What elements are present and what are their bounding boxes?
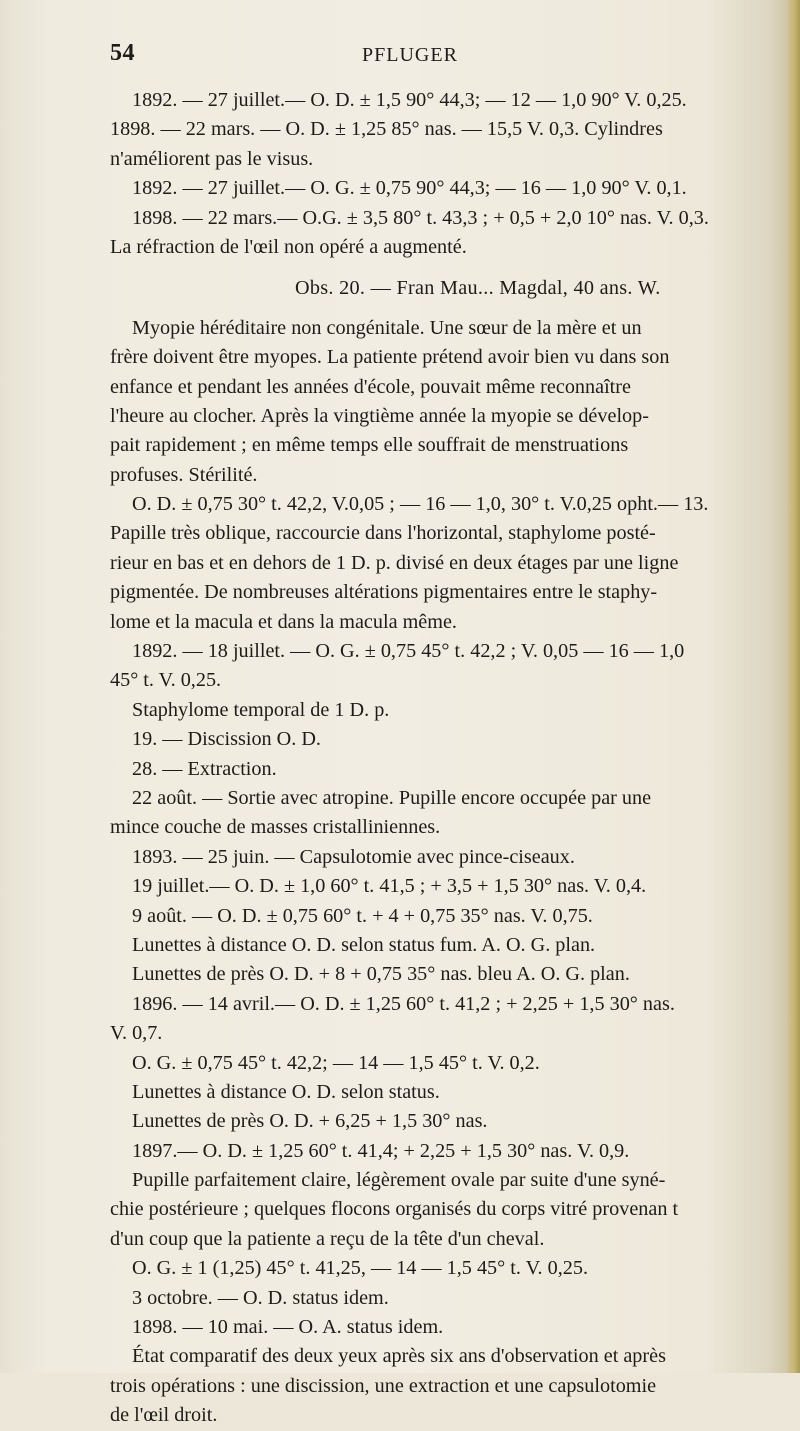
text-line: État comparatif des deux yeux après six ans d'observation et après — [132, 1345, 666, 1368]
text-line: O. G. ± 0,75 45° t. 42,2; — 14 — 1,5 45° t. V. 0,2. — [132, 1051, 540, 1074]
text-line: 1896. — 14 avril.— O. D. ± 1,25 60° t. 41,2 ; + 2,25 + 1,5 30° nas. — [132, 992, 675, 1015]
text-line: Lunettes à distance O. D. selon status. — [132, 1080, 440, 1103]
text-line: 1897.— O. D. ± 1,25 60° t. 41,4; + 2,25 + 1,5 30° nas. V. 0,9. — [132, 1139, 630, 1162]
text-line: enfance et pendant les années d'école, pouvait même reconnaître — [110, 375, 631, 398]
text-line: 19 juillet.— O. D. ± 1,0 60° t. 41,5 ; + 3,5 + 1,5 30° nas. V. 0,4. — [132, 875, 647, 898]
text-line: 1893. — 25 juin. — Capsulotomie avec pince-ciseaux. — [132, 845, 575, 868]
text-line: chie postérieure ; quelques flocons organisés du corps vitré provenan t — [110, 1198, 679, 1221]
text-line: O. G. ± 1 (1,25) 45° t. 41,25, — 14 — 1,5 45° t. V. 0,25. — [132, 1257, 589, 1280]
text-line: Myopie héréditaire non congénitale. Une sœur de la mère et un — [132, 316, 642, 339]
text-line: pigmentée. De nombreuses altérations pigmentaires entre le staphy- — [110, 581, 658, 604]
text-line: rieur en bas et en dehors de 1 D. p. divisé en deux étages par une ligne — [110, 551, 679, 574]
observation-heading: Obs. 20. — Fran Mau... Magdal, 40 ans. W. — [295, 277, 661, 300]
text-line: O. D. ± 0,75 30° t. 42,2, V.0,05 ; — 16 — 1,0, 30° t. V.0,25 opht.— 13. — [132, 493, 709, 516]
text-line: 45° t. V. 0,25. — [110, 669, 222, 692]
text-line: profuses. Stérilité. — [110, 463, 258, 486]
text-line: 1892. — 18 juillet. — O. G. ± 0,75 45° t. 42,2 ; V. 0,05 — 16 — 1,0 — [132, 640, 685, 663]
text-line: mince couche de masses cristalliniennes. — [110, 816, 441, 839]
text-line: l'heure au clocher. Après la vingtième année la myopie se dévelop- — [110, 404, 649, 427]
text-line: 22 août. — Sortie avec atropine. Pupille encore occupée par une — [132, 786, 652, 809]
text-line: lome et la macula et dans la macula même. — [110, 610, 457, 633]
text-line: 19. — Discission O. D. — [132, 728, 321, 751]
text-line: 3 octobre. — O. D. status idem. — [132, 1286, 389, 1309]
text-line: d'un coup que la patiente a reçu de la tête d'un cheval. — [110, 1227, 545, 1250]
text-line: Papille très oblique, raccourcie dans l'horizontal, staphylome posté- — [110, 522, 656, 545]
text-line: de l'œil droit. — [110, 1404, 218, 1427]
text-line: n'améliorent pas le visus. — [110, 147, 314, 170]
text-line: V. 0,7. — [110, 1022, 163, 1045]
text-line: 9 août. — O. D. ± 0,75 60° t. + 4 + 0,75 35° nas. V. 0,75. — [132, 904, 593, 927]
text-line: 1898. — 10 mai. — O. A. status idem. — [132, 1316, 444, 1339]
text-line: frère doivent être myopes. La patiente prétend avoir bien vu dans son — [110, 346, 670, 369]
body-text — [110, 86, 758, 1431]
text-line: 1892. — 27 juillet.— O. D. ± 1,5 90° 44,3; — 12 — 1,0 90° V. 0,25. — [132, 89, 687, 111]
text-line: 1892. — 27 juillet.— O. G. ± 0,75 90° 44,3; — 16 — 1,0 90° V. 0,1. — [132, 177, 687, 200]
text-line: Lunettes de près O. D. + 6,25 + 1,5 30° nas. — [132, 1110, 488, 1133]
text-line: Staphylome temporal de 1 D. p. — [132, 698, 390, 721]
text-line: pait rapidement ; en même temps elle souffrait de menstruations — [110, 434, 629, 457]
running-head: PFLUGER — [362, 44, 458, 66]
page-number: 54 — [110, 40, 135, 66]
page-edge — [786, 0, 800, 1373]
text-line: 1898. — 22 mars. — O. D. ± 1,25 85° nas. — 15,5 V. 0,3. Cylindres — [110, 118, 663, 141]
text-line: 1898. — 22 mars.— O.G. ± 3,5 80° t. 43,3 ; + 0,5 + 2,0 10° nas. V. 0,3. — [132, 206, 709, 229]
text-line: Lunettes à distance O. D. selon status fum. A. O. G. plan. — [132, 933, 596, 956]
text-line: La réfraction de l'œil non opéré a augmenté. — [110, 235, 467, 258]
text-line: trois opérations : une discission, une extraction et une capsulotomie — [110, 1374, 657, 1397]
text-line: Pupille parfaitement claire, légèrement ovale par suite d'une syné- — [132, 1169, 666, 1192]
text-line: Lunettes de près O. D. + 8 + 0,75 35° nas. bleu A. O. G. plan. — [132, 963, 630, 986]
text-line: 28. — Extraction. — [132, 757, 277, 780]
